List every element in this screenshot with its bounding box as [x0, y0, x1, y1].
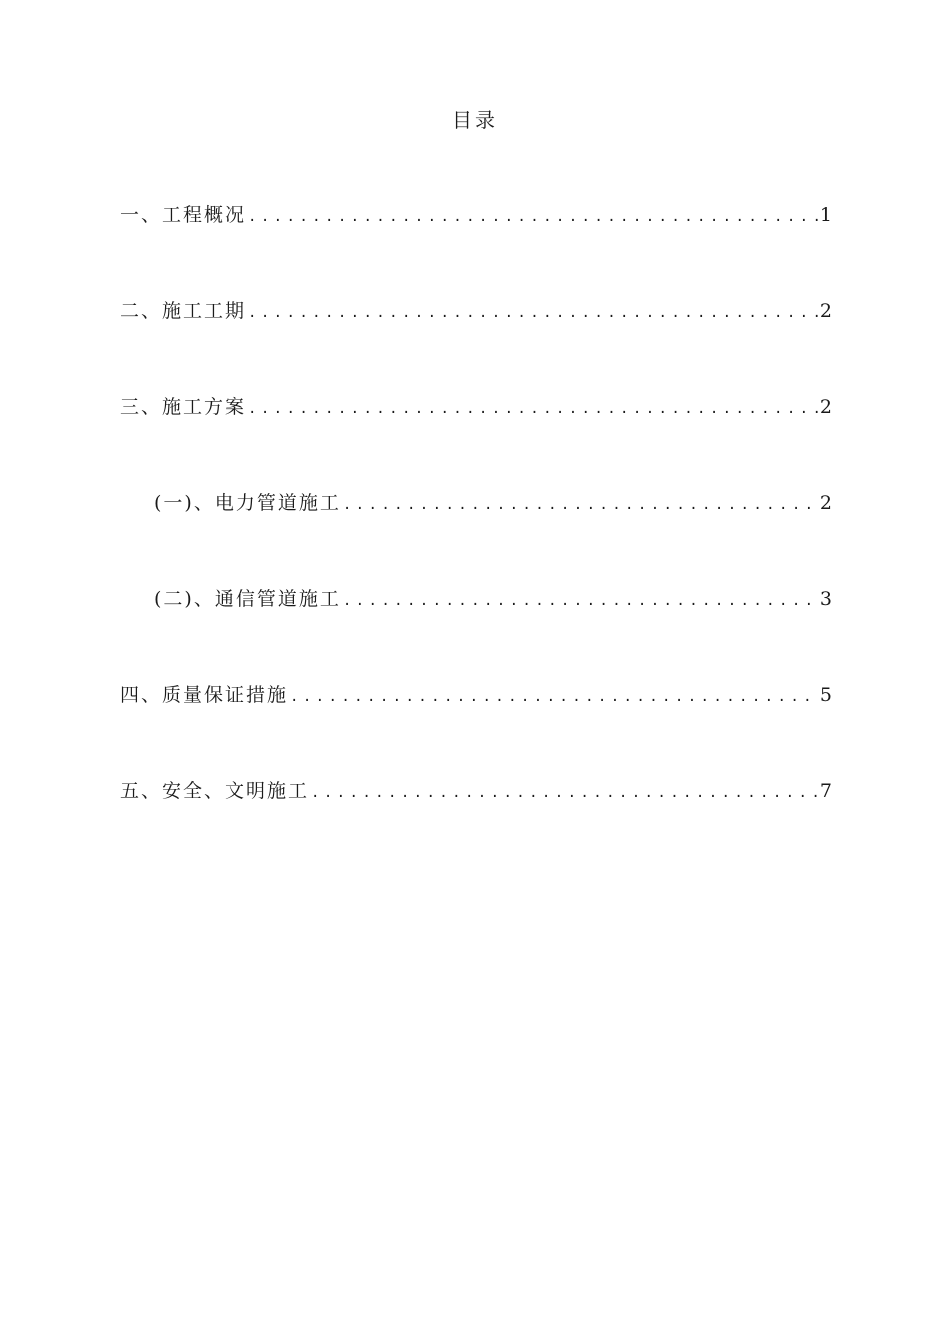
- toc-entry-label: 三、施工方案: [120, 396, 247, 418]
- toc-entry-label: 四、质量保证措施: [120, 684, 289, 706]
- toc-page-number: 1: [819, 204, 832, 226]
- toc-entry-construction-plan[interactable]: [120, 392, 832, 488]
- toc-page-number: 5: [819, 684, 832, 706]
- toc-dot-leader: [248, 401, 818, 417]
- toc-page-number: 7: [819, 780, 832, 802]
- toc-page-number: 3: [819, 588, 832, 610]
- toc-dot-leader: [343, 593, 818, 609]
- toc-entry-label: (二)、通信管道施工: [154, 588, 341, 610]
- toc-entry-quality-assurance[interactable]: [120, 680, 832, 776]
- toc-entry-label: 一、工程概况: [120, 204, 247, 226]
- toc-dot-leader: [290, 689, 818, 705]
- toc-entry-telecom-conduit[interactable]: [120, 584, 832, 680]
- toc-entry-power-conduit[interactable]: [120, 488, 832, 584]
- toc-dot-leader: [311, 785, 818, 801]
- toc-dot-leader: [248, 305, 818, 321]
- toc-page-number: 2: [819, 492, 832, 514]
- toc-entry-label: (一)、电力管道施工: [154, 492, 341, 514]
- table-of-contents: [120, 200, 832, 872]
- toc-entry-label: 五、安全、文明施工: [120, 780, 310, 802]
- toc-entry-construction-period[interactable]: [120, 296, 832, 392]
- toc-dot-leader: [343, 497, 818, 513]
- toc-page-number: 2: [819, 300, 832, 322]
- toc-entry-label: 二、施工工期: [120, 300, 247, 322]
- toc-entry-safety-civilized[interactable]: [120, 776, 832, 872]
- toc-dot-leader: [248, 209, 818, 225]
- toc-title: 目录: [452, 108, 498, 132]
- toc-entry-engineering-overview[interactable]: [120, 200, 832, 296]
- toc-page-number: 2: [819, 396, 832, 418]
